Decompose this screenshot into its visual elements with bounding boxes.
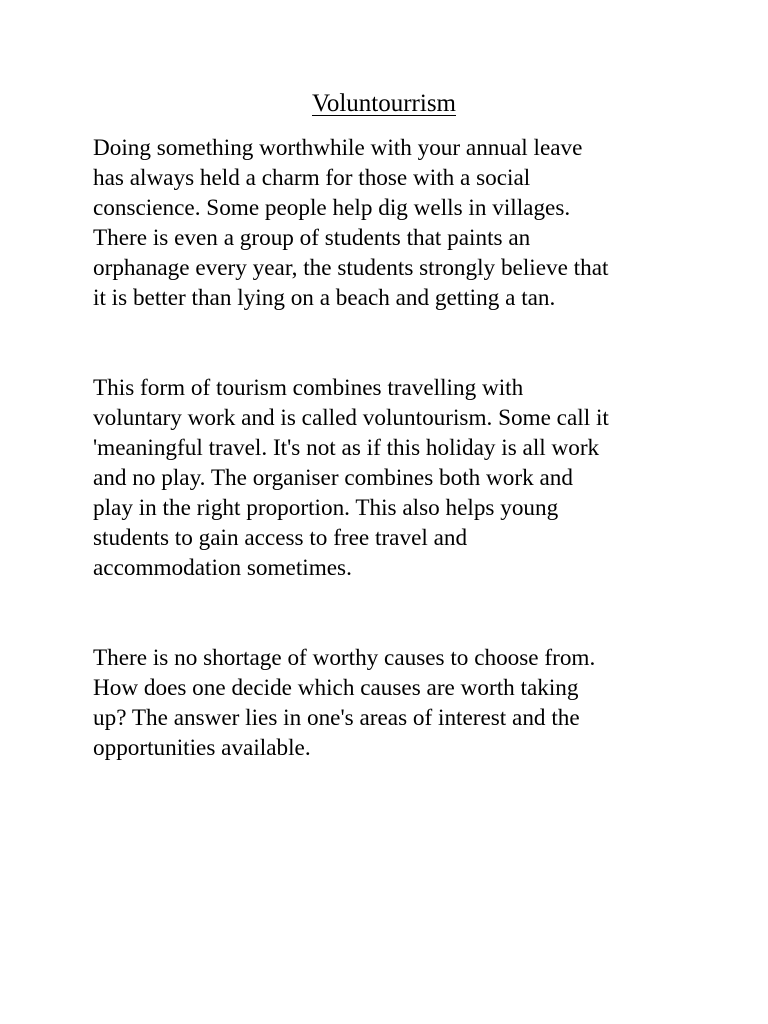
paragraph-line: play in the right proportion. This also helps young <box>93 495 559 521</box>
paragraph-line: conscience. Some people help dig wells in villages. <box>93 195 571 221</box>
paragraph-line: orphanage every year, the students strongly believe that <box>93 255 609 281</box>
paragraph-line: and no play. The organiser combines both work and <box>93 465 573 491</box>
paragraph-line: There is even a group of students that paints an <box>93 225 531 251</box>
paragraph-line: opportunities available. <box>93 735 311 761</box>
paragraph-line: it is better than lying on a beach and getting a tan. <box>93 285 556 311</box>
paragraph-1 <box>93 133 693 313</box>
document-body <box>93 133 693 823</box>
document-title: Voluntourrism <box>312 90 456 117</box>
paragraph-line: accommodation sometimes. <box>93 555 352 581</box>
paragraph-line: 'meaningful travel. It's not as if this holiday is all work <box>93 435 600 461</box>
paragraph-line: up? The answer lies in one's areas of interest and the <box>93 705 580 731</box>
paragraph-line: There is no shortage of worthy causes to choose from. <box>93 645 596 671</box>
paragraph-line: How does one decide which causes are worth taking <box>93 675 579 701</box>
paragraph-line: This form of tourism combines travelling with <box>93 375 524 401</box>
paragraph-line: voluntary work and is called voluntourism. Some call it <box>93 405 609 431</box>
paragraph-3 <box>93 643 693 763</box>
paragraph-line: has always held a charm for those with a social <box>93 165 531 191</box>
paragraph-line: Doing something worthwhile with your annual leave <box>93 135 583 161</box>
paragraph-2 <box>93 373 693 583</box>
paragraph-line: students to gain access to free travel and <box>93 525 468 551</box>
